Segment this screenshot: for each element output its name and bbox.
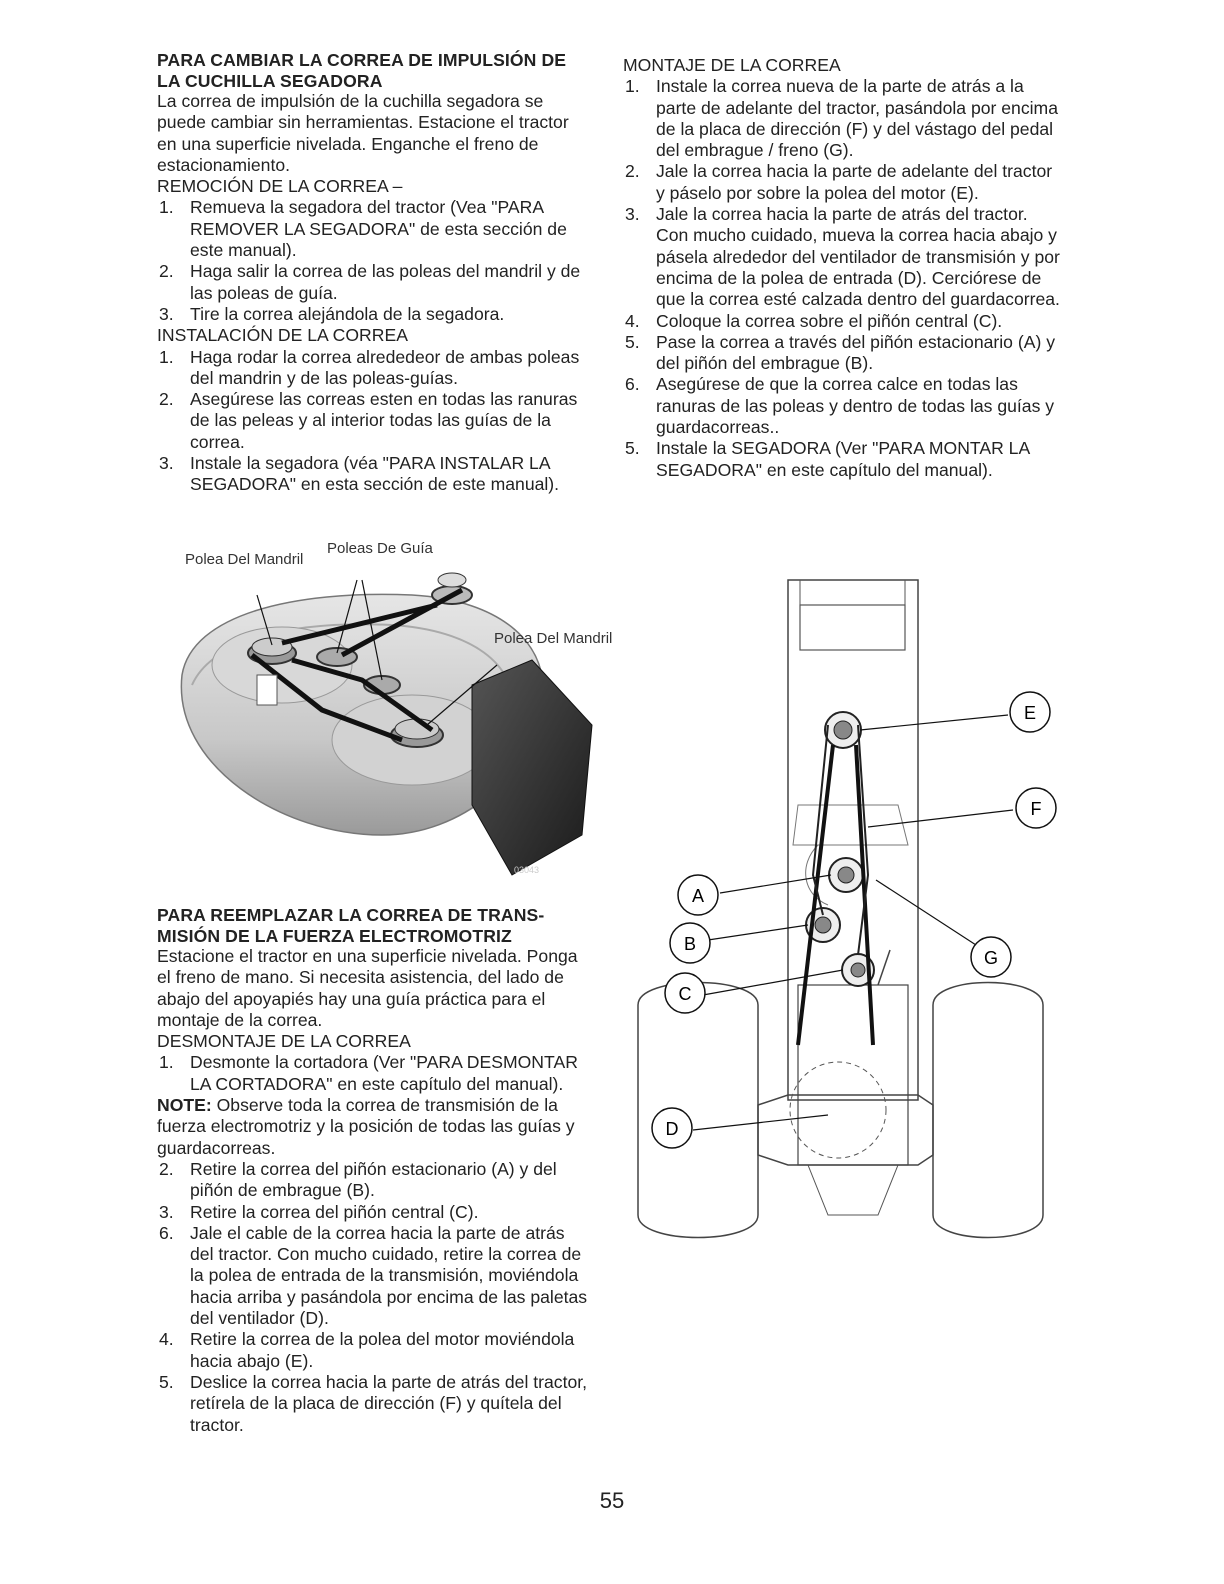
svg-text:F: F [1030,799,1042,819]
list-item [157,1372,592,1436]
figure-code: 03043 [514,865,540,875]
section-heading-pto-belt: PARA REEMPLAZAR LA CORREA DE TRANSMISIÓN DE LA FUERZA ELECTROMOTRIZ [157,905,545,946]
list-number: 3. [159,453,174,474]
list-item [157,347,592,390]
list-item [157,453,592,496]
callout-e [1010,692,1050,732]
callout-line [703,970,843,995]
callout-b [670,923,710,963]
list-number: 2. [159,261,174,282]
list-item [157,1159,592,1202]
list-text: Jale la correa hacia la parte de atrás del tractor. Con mucho cuidado, mueva la correa hacia abajo y pásela alrededor del ventilador de transmisión y por encima de la polea de entrada (D). Cerciórese de que la correa esté calzada dentro del guardacorrea. [656,204,1060,310]
subheading-belt-removal: REMOCIÓN DE LA CORREA – [157,176,403,197]
label-mandrel-pulley-right: Polea Del Mandril [494,630,613,647]
list-item [157,1223,592,1329]
section-heading-blade-belt: PARA CAMBIAR LA CORREA DE IMPULSIÓN DE LA CUCHILLA SEGADORA [157,50,567,91]
list-text: Coloque la correa sobre el piñón central (C). [656,310,1003,331]
list-number: 1. [159,346,174,367]
list-belt-dismount [157,1159,592,1436]
callout-d [652,1108,692,1148]
callout-line [708,925,808,940]
tractor-belt-routing-figure [628,575,1048,1255]
label-guide-pulleys: Poleas De Guía [327,540,433,557]
mandrel-pulley-right [391,719,443,747]
list-number: 6. [625,374,640,395]
list-number: 3. [159,1201,174,1222]
svg-text:E: E [1023,703,1037,723]
list-number: 1. [159,197,174,218]
list-number: 4. [159,1329,174,1350]
list-text: Pase la correa a través del piñón estacionario (A) y del piñón del embrague (B). [656,331,1055,374]
callout-line [876,880,976,945]
paragraph-intro-blade-belt: La correa de impulsión de la cuchilla segadora se puede cambiar sin herramientas. Estacione el tractor en una superficie nivelada. Enganche el freno de estacionamiento. [157,91,569,175]
callout-line [860,715,1008,730]
list-text: Deslice la correa hacia la parte de atrás del tractor, retírela de la placa de dirección (F) y quítela del tractor. [190,1371,588,1435]
list-text: Asegúrese de que la correa calce en todas las ranuras de las poleas y dentro de todas las guías y guardacorreas.. [656,374,1055,438]
list-number: 5. [159,1371,174,1392]
list-belt-dismount-first [157,1052,592,1095]
paragraph-intro-pto-belt: Estacione el tractor en una superficie nivelada. Ponga el freno de mano. Si necesita asistencia, del lado de abajo del apoyapiés hay una guía práctica para el montaje de la correa. [157,946,578,1030]
svg-text:B: B [683,934,697,954]
list-item [623,161,1060,204]
right-column [623,55,1060,481]
idler-pulley-a [829,858,863,892]
engine-pulley [432,573,472,604]
list-text: Retire la correa del piñón central (C). [190,1201,479,1222]
callout-a [678,875,718,915]
list-number: 3. [159,303,174,324]
list-text: Jale el cable de la correa hacia la parte de atrás del tractor. Con mucho cuidado, retire la correa de la polea de entrada de la transmisión, moviéndola hacia arriba y pasándola por encima de las paletas del ventilador (D). [190,1222,588,1329]
note-paragraph [157,1095,592,1159]
callout-line [693,1115,828,1130]
list-text: Instale la segadora (véa "PARA INSTALAR LA SEGADORA" en esta sección de este manual). [190,453,560,495]
list-item [157,304,592,325]
transmission-fan [790,1062,886,1158]
left-column-lower [157,905,592,1436]
label-mandrel-pulley-left: Polea Del Mandril [185,551,304,568]
left-column [157,50,592,496]
list-text: Remueva la segadora del tractor (Vea "PARA REMOVER LA SEGADORA" de esta sección de este manual). [190,197,567,261]
list-text: Instale la SEGADORA (Ver "PARA MONTAR LA SEGADORA" en este capítulo del manual). [656,438,1030,480]
page-number: 55 [599,1488,625,1513]
list-text: Asegúrese las correas esten en todas las ranuras de las peleas y al interior todas las guías de la correa. [190,389,578,452]
list-item [157,1052,592,1095]
list-belt-mounting [623,76,1060,481]
engine-pulley [825,712,861,748]
list-item [157,261,592,304]
callout-g [971,937,1011,977]
list-item [157,389,592,453]
list-number: 2. [159,1158,174,1179]
list-number: 5. [625,331,640,352]
list-belt-installation [157,347,592,496]
mower-deck-figure [172,535,613,880]
callout-c [665,973,705,1013]
list-text: Retire la correa del piñón estacionario (A) y del piñón de embrague (B). [190,1158,557,1201]
rear-wheel-right [933,983,1043,1238]
list-number: 6. [159,1222,174,1243]
list-number: 2. [159,389,174,410]
svg-text:A: A [691,886,705,906]
tractor-frame [788,580,918,1100]
list-text: Instale la correa nueva de la parte de atrás a la parte de adelante del tractor, pasándola por encima de la placa de dirección (F) y del vástago del pedal del embrague / freno (G). [656,76,1058,161]
subheading-belt-mounting: MONTAJE DE LA CORREA [623,55,841,75]
list-item [623,332,1060,375]
note-text: Observe toda la correa de transmisión de la fuerza electromotriz y la posición de todas las guías y guardacorreas. [157,1095,575,1158]
list-number: 5. [625,438,640,459]
list-item [623,438,1060,481]
subheading-belt-installation: INSTALACIÓN DE LA CORREA [157,325,408,346]
list-item [157,1329,592,1372]
list-item [623,311,1060,332]
callout-f [1016,788,1056,828]
svg-text:D: D [665,1119,679,1139]
list-belt-removal [157,197,592,325]
list-text: Desmonte la cortadora (Ver "PARA DESMONTAR LA CORTADORA" en este capítulo del manual). [190,1052,578,1094]
list-text: Tire la correa alejándola de la segadora. [190,303,505,324]
discharge-chute [472,660,592,875]
list-text: Retire la correa de la polea del motor moviéndola hacia abajo (E). [190,1329,575,1371]
list-item [623,76,1060,161]
note-label: NOTE: [157,1095,212,1116]
list-item [157,197,592,261]
svg-text:C: C [678,984,692,1004]
list-item [623,204,1060,310]
callout-line [868,810,1013,827]
list-number: 4. [625,310,640,331]
list-text: Jale la correa hacia la parte de adelante del tractor y páselo por sobre la polea del motor (E). [656,161,1053,203]
list-item [623,374,1060,438]
svg-text:G: G [983,948,999,968]
list-number: 1. [159,1052,174,1073]
list-number: 2. [625,161,640,182]
list-number: 1. [625,76,640,97]
list-text: Haga salir la correa de las poleas del mandril y de las poleas de guía. [190,261,581,303]
list-text: Haga rodar la correa alrededeor de ambas poleas del mandrin y de las poleas-guías. [190,346,580,388]
rear-wheel-left [638,983,758,1238]
list-number: 3. [625,204,640,225]
list-item [157,1202,592,1223]
subheading-belt-dismount: DESMONTAJE DE LA CORREA [157,1031,411,1052]
